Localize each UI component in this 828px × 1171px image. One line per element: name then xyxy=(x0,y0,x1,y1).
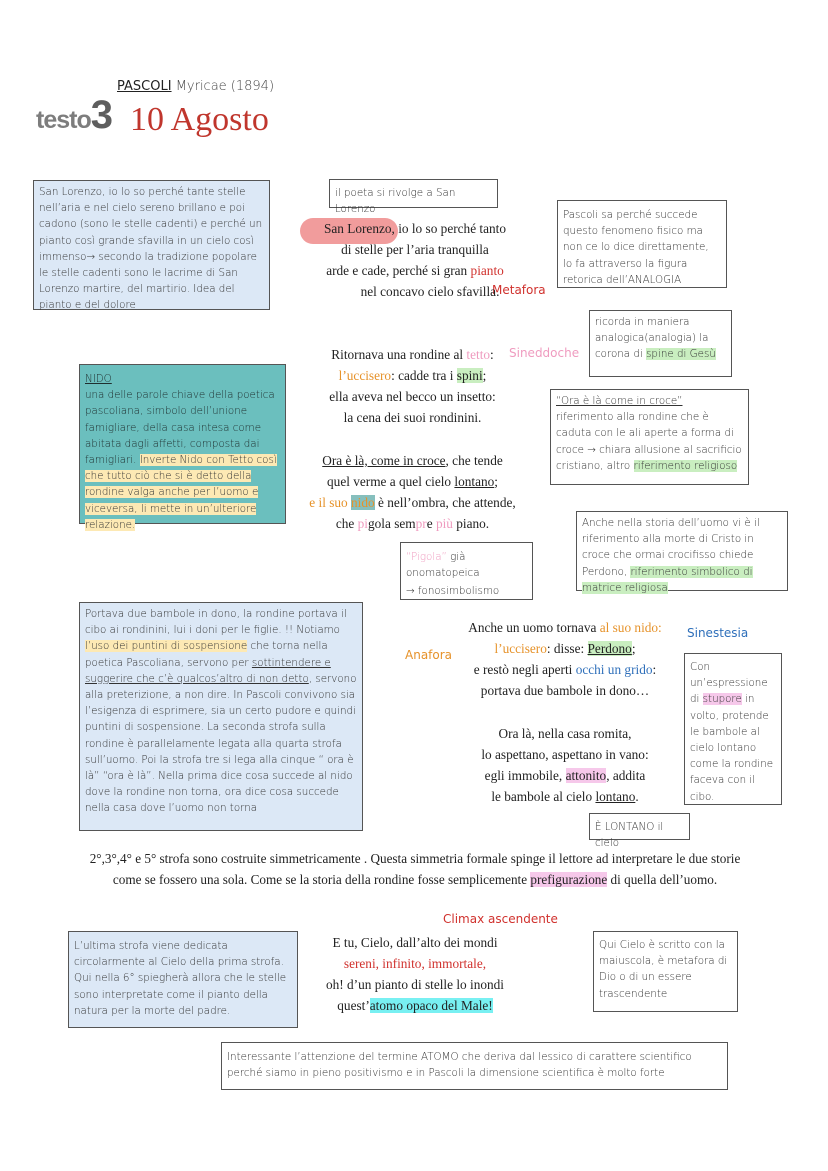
verso-text: : cadde tra i xyxy=(391,368,457,383)
verso-al-suo-nido: al suo nido: xyxy=(599,620,662,635)
note-san-lorenzo: San Lorenzo, io lo so perché tante stelle nell’aria e nel cielo sereno brillano e poi cadono (sono le stelle cadenti) e perché un pianto così grande sfavilla in un cielo così immenso→ secondo la tradizione popolare le stelle cadenti sono le lacrime di San Lorenzo martire, del martirio. Idea del pianto e del dolore xyxy=(33,180,270,310)
note-puntini-a: Portava due bambole in dono, la rondine portava il cibo ai rondinini, lui i doni per le figlie. xyxy=(85,608,347,637)
label-climax: Climax ascendente xyxy=(443,912,558,926)
strofa-2 xyxy=(300,344,525,428)
author-name: PASCOLI xyxy=(117,79,172,94)
verso-text: Ritornava una rondine al xyxy=(331,347,467,362)
verso-atomo: atomo opaco del Male! xyxy=(369,998,493,1013)
verso xyxy=(450,765,680,786)
commentary-text-end: di quella dell’uomo. xyxy=(607,872,718,887)
note-cielo: L’ultima strofa viene dedicata circolarmente al Cielo della prima strofa. Qui nella 6° spiegherà allora che le stelle sono interpretate come il pianto della natura per la morte del padre. xyxy=(68,931,298,1028)
verso-text: e xyxy=(426,516,436,531)
verso-text: che xyxy=(335,516,358,531)
verso-text: : disse: xyxy=(546,641,588,656)
verso-text: ; xyxy=(631,641,636,656)
note-croce xyxy=(550,389,749,485)
note-uomo-text: Anche nella storia dell’uomo vi è il riferimento alla morte di Cristo in croce che ormai crocifisso chiede Perdono, xyxy=(582,517,760,578)
note-puntini xyxy=(79,602,363,831)
collection-name: Myricae (1894) xyxy=(175,79,275,94)
note-uomo-highlight: riferimento simbolico di matrice religiosa xyxy=(582,565,753,594)
testo-word: testo xyxy=(36,106,91,134)
note-pigola-text: già onomatopeica xyxy=(406,551,480,580)
verso: portava due bambole in dono… xyxy=(480,683,650,698)
note-puntini-b: !! Notiamo xyxy=(284,624,340,637)
verso xyxy=(295,450,530,471)
verso: E tu, Cielo, dall’alto dei mondi xyxy=(332,935,498,950)
note-croce-quote: “Ora è là come in croce” xyxy=(556,395,683,407)
note-atomo: Interessante l’attenzione del termine ATOMO che deriva dal lessico di carattere scientifico perché siamo in pieno positivismo e in Pascoli la dimensione scientifica è molto forte xyxy=(221,1042,728,1090)
note-rivolge: il poeta si rivolge a San Lorenzo xyxy=(329,179,498,208)
verso-text: , che tende xyxy=(445,453,503,468)
note-uomo xyxy=(576,511,788,594)
note-corona-text: ricorda in maniera analogica(analogia) la corona di xyxy=(595,316,709,361)
verso-uccisero: l’uccisero xyxy=(338,368,392,383)
verso: di stelle per l’aria tranquilla xyxy=(341,242,489,257)
note-nido xyxy=(79,364,286,531)
verso-text: : xyxy=(490,347,494,362)
verso: sereni, infinito, immortale, xyxy=(343,956,487,971)
note-puntini-highlight: l’uso dei puntini di sospensione xyxy=(85,640,248,653)
testo-number: 3 xyxy=(90,93,113,137)
note-stupore-post: in volto, protende le bambole al cielo lontano come la rondine faceva con il cibo. xyxy=(690,693,774,803)
page-title: 10 Agosto xyxy=(130,101,269,138)
verso-text: Anche un uomo tornava xyxy=(468,620,600,635)
verso-text: quel verme a quel cielo xyxy=(327,474,455,489)
note-nido-text: una delle parole chiave della poetica pascoliana, simbolo dell’unione famigliare, della casa intesa come abitata dagli affetti, composta dai famigliari. xyxy=(85,389,275,467)
verso-pr: pr xyxy=(415,516,427,531)
note-stupore xyxy=(684,653,782,805)
commentary-text: 2°,3°,4° e 5° strofa sono costruite simmetricamente . Questa simmetria formale spinge il lettore ad interpretare le due storie come se fossero una sola. Come se la storia della rondine fosse semplicemente xyxy=(89,851,741,887)
verso xyxy=(295,492,530,513)
label-sineddoche: Sineddoche xyxy=(509,346,580,360)
note-nido-highlight: Inverte Nido con Tetto così che tutto ciò che si è detto della rondine valga anche per l’uomo e viceversa, li mette in un’ulteriore relazione. xyxy=(85,454,277,531)
verso xyxy=(290,218,540,239)
verso-lontano: lontano xyxy=(454,474,495,489)
strofa-1 xyxy=(290,218,540,302)
note-stupore-pre: Con un’espressione di xyxy=(690,661,768,706)
strofa-6 xyxy=(300,932,530,1016)
verso-spini: spini xyxy=(456,368,483,383)
verso-text: le bambole al cielo xyxy=(491,789,596,804)
testo-badge xyxy=(36,93,113,138)
verso-text: egli immobile, xyxy=(484,768,566,783)
strofa-5 xyxy=(450,723,680,807)
verso-pianto: pianto xyxy=(470,263,504,278)
verso-text: gola sem xyxy=(367,516,416,531)
verso-pi: pi xyxy=(357,516,368,531)
note-croce-highlight: riferimento religioso xyxy=(633,459,738,472)
verso-text: : xyxy=(652,662,657,677)
verso-text: e restò negli aperti xyxy=(473,662,576,677)
strofa-4 xyxy=(450,617,680,701)
verso: Ora là, nella casa romita, xyxy=(498,726,632,741)
note-puntini-c: che torna nella poetica Pascoliana, servono per xyxy=(85,640,328,669)
verso: ella aveva nel becco un insetto: xyxy=(329,389,496,404)
verso xyxy=(450,617,680,638)
verso-san-lorenzo: San Lorenzo, xyxy=(323,221,395,236)
verso xyxy=(295,513,530,534)
verso-lontano: lontano xyxy=(595,789,636,804)
verso-piu: più xyxy=(435,516,453,531)
verso-tetto: tetto xyxy=(466,347,491,362)
note-puntini-underline: sottintendere e suggerire che c’è qualcos’altro di non detto xyxy=(85,656,331,685)
commentary xyxy=(82,848,748,890)
verso-text: ; xyxy=(494,474,498,489)
verso xyxy=(300,995,530,1016)
note-nido-title: NIDO xyxy=(85,373,112,385)
verso-text: , addita xyxy=(606,768,646,783)
verso-text: . xyxy=(635,789,639,804)
verso-perdono: Perdono xyxy=(587,641,632,656)
verso xyxy=(295,471,530,492)
label-metafora: Metafora xyxy=(492,283,546,297)
verso xyxy=(450,786,680,807)
verso-text: piano. xyxy=(452,516,490,531)
commentary-highlight: prefigurazione xyxy=(530,872,608,887)
note-corona-highlight: spine di Gesù xyxy=(646,348,716,361)
note-stupore-highlight: stupore xyxy=(702,693,742,706)
verso xyxy=(450,659,680,680)
verso-uccisero: l’uccisero xyxy=(494,641,547,656)
verso-text: arde e cade, perché si gran xyxy=(326,263,471,278)
note-pigola xyxy=(400,542,533,600)
note-corona xyxy=(589,310,732,377)
verso-text: ; xyxy=(482,368,487,383)
verso: lo aspettano, aspettano in vano: xyxy=(481,747,649,762)
verso xyxy=(450,638,680,659)
verso: la cena dei suoi rondinini. xyxy=(343,410,482,425)
note-maiuscola: Qui Cielo è scritto con la maiuscola, è metafora di Dio o di un essere trascendente xyxy=(593,931,738,1012)
strofa-3 xyxy=(295,450,530,534)
label-anafora: Anafora xyxy=(405,648,453,662)
verso-ora-croce: Ora è là, come in croce xyxy=(322,453,446,468)
verso: oh! d’un pianto di stelle lo inondi xyxy=(325,977,504,992)
note-pigola-line2: → fonosimbolismo xyxy=(406,585,500,598)
verso-text: è nell’ombra, che attende, xyxy=(374,495,516,510)
label-sinestesia: Sinestesia xyxy=(687,626,749,640)
verso-occhi-grido: occhi un grido xyxy=(575,662,653,677)
verso-nido: nido xyxy=(351,495,375,510)
author xyxy=(117,79,274,94)
note-puntini-d: , servono alla preterizione, a non dire. In Pascoli convivono sia l’esigenza di esprimere, sia un certo pudore e quindi puntini di sospensione. La seconda strofa sulla rondine è parallelamente legata alla quarta strofa sull’uomo. Poi la strofa tre si lega alla cinque “ ora è là” “ora è là”. Nella prima dice cosa succede al nido dove la rondine non torna, ora dice cosa succede nella casa dove l’uomo non torna xyxy=(85,672,357,815)
verso-text: quest’ xyxy=(337,998,370,1013)
note-croce-text: riferimento alla rondine che è caduta con le ali aperte a forma di croce → chiara allusione al sacrificio cristiano, altro xyxy=(556,411,742,472)
verso-e-il-suo: e il suo xyxy=(309,495,352,510)
note-lontano: È LONTANO il cielo xyxy=(589,813,690,840)
verso xyxy=(300,365,525,386)
note-pigola-word: “Pigola” xyxy=(406,551,447,563)
verso xyxy=(290,260,540,281)
verso xyxy=(300,344,525,365)
verso-attonito: attonito xyxy=(565,768,607,783)
verso-text: io lo so perché tanto xyxy=(394,221,507,236)
note-analogia: Pascoli sa perché succede questo fenomeno fisico ma non ce lo dice direttamente, lo fa attraverso la figura retorica dell’ANALOGIA xyxy=(557,200,727,288)
verso: nel concavo cielo sfavilla. xyxy=(360,284,500,299)
